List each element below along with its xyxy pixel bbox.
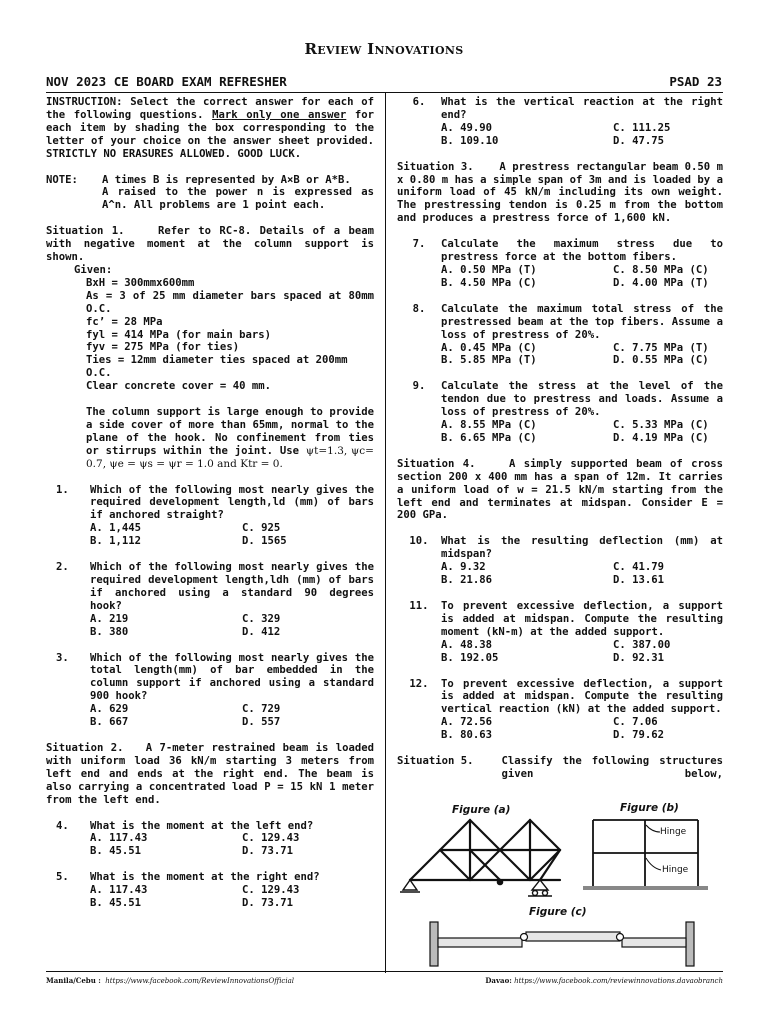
exam-code: PSAD 23 (669, 74, 722, 89)
choice[interactable]: C. 41.79 (613, 561, 665, 574)
question-text: Calculate the maximum stress due to prestress force at the bottom fibers. (441, 238, 723, 264)
given-item: BxH = 300mmx600mm (86, 276, 195, 289)
choice[interactable]: A. 629 (90, 703, 129, 716)
choice[interactable]: A. 117.43 (90, 832, 148, 845)
choice[interactable]: B. 45.51 (90, 845, 142, 858)
question-text: Which of the following most nearly gives the total length(mm) of bar embedded in the column support if anchored using a standard 900 hook? (90, 651, 374, 703)
question-2: 2. Which of the following most nearly gives the required development length,ldh (mm) of bars if anchored using a standard 90 degrees hook? A. 219 C. 329 B. 380 D. 412 (56, 561, 374, 638)
question-text: Calculate the stress at the level of the tendon due to prestress and loads. Assume a loss of prestress of 20%. (441, 380, 723, 419)
given-item: As = 3 of 25 mm diameter bars spaced at 80mm O.C. (86, 289, 374, 315)
situation-1-text: Situation 1. Refer to RC-8. Details of a beam with negative moment at the column support is shown. (46, 225, 374, 264)
choice[interactable]: B. 109.10 (441, 134, 499, 147)
note-label: NOTE: (46, 173, 78, 186)
choices (441, 122, 723, 148)
footer-right: Davao: https://www.facebook.com/reviewinnovations.davaobranch (485, 976, 723, 985)
choice[interactable]: C. 7.06 (613, 716, 658, 729)
frame-diagram (583, 820, 708, 888)
choice[interactable]: C. 329 (242, 612, 281, 625)
situation-5: Situation 5. Classify the following structures given below, (397, 755, 723, 780)
choices (441, 264, 723, 290)
choice[interactable]: B. 1,112 (90, 535, 142, 548)
question-text: What is the resulting deflection (mm) at midspan? (441, 535, 723, 561)
choices (90, 613, 374, 639)
question-7: 7. Calculate the maximum stress due to prestress force at the bottom fibers. A. 0.50 MPa (T) C. 8.50 MPa (C) B. 4.50 MPa (C) D. 4.00 MPa (T) (412, 238, 723, 289)
given-item: Ties = 12mm diameter ties spaced at 200mm O.C. (86, 354, 348, 380)
question-4: 4. What is the moment at the left end? A. 117.43 C. 129.43 B. 45.51 D. 73.71 (46, 820, 374, 859)
situation-2: Situation 2. A 7-meter restrained beam is loaded with uniform load 36 kN/m starting 3 meters from left end and ends at the right end. The beam is also carrying a concentrated load P = 15 kN 1 meter from the left end. (46, 741, 374, 806)
footer-left: Manila/Cebu : https://www.facebook.com/ReviewInnovationsOfficial (46, 976, 295, 985)
question-text: What is the moment at the left end? (90, 819, 314, 832)
exam-header (46, 74, 722, 89)
given-item: fyl = 414 MPa (for main bars) (86, 328, 271, 341)
figure-c-label: Figure (c) (529, 906, 587, 918)
choice[interactable]: B. 6.65 MPa (C) (441, 431, 537, 444)
choice[interactable]: A. 0.45 MPa (C) (441, 341, 537, 354)
choice[interactable]: D. 557 (242, 716, 281, 729)
given-list (46, 277, 374, 471)
question-8: 8. Calculate the maximum total stress of the prestressed beam at the top fibers. Assume a loss of prestress of 20%. A. 0.45 MPa (C) C. 7.75 MPa (T) B. 5.85 MPa (T) D. 0.55 MPa (C) (412, 302, 723, 367)
choice[interactable]: D. 79.62 (613, 729, 665, 742)
situation-1-paragraph: The column support is large enough to provide a side cover of more than 65mm, normal to the plane of the hook. No confinement from ties or stirrups within the joint. Use ψt=1.3, ψc= 0.7, ψe = ψs = ψr = 1.0 and Ktr = 0. (86, 406, 374, 470)
pin-support-icon (400, 879, 552, 896)
choice[interactable]: D. 4.19 MPa (C) (613, 431, 709, 444)
choice[interactable]: A. 8.55 MPa (C) (441, 419, 537, 432)
footer-rule (46, 971, 723, 972)
structures-figures (398, 798, 724, 970)
instruction-emphasis: Mark only one answer (212, 108, 347, 121)
choice[interactable]: B. 192.05 (441, 651, 499, 664)
note-line: A raised to the power n is expressed as A^n. All problems are 1 point each. (102, 186, 374, 212)
choice[interactable]: C. 129.43 (242, 884, 300, 897)
choice[interactable]: B. 80.63 (441, 729, 493, 742)
question-6: 6. What is the vertical reaction at the right end? A. 49.90 C. 111.25 B. 109.10 D. 47.75 (412, 96, 723, 147)
question-text: Which of the following most nearly gives the required development length,ldh (mm) of bars if anchored using a standard 90 degrees hook? (90, 561, 374, 612)
choice[interactable]: C. 729 (242, 703, 281, 716)
choice[interactable]: D. 1565 (242, 535, 287, 548)
choice[interactable]: D. 73.71 (242, 845, 294, 858)
choice[interactable]: B. 380 (90, 625, 129, 638)
column-divider (385, 93, 386, 973)
figure-a-label: Figure (a) (452, 804, 511, 816)
choice[interactable]: C. 7.75 MPa (T) (613, 341, 709, 354)
choices (90, 884, 374, 910)
choices (441, 639, 723, 665)
choices (441, 342, 723, 368)
choice[interactable]: B. 21.86 (441, 574, 493, 587)
choice[interactable]: C. 387.00 (613, 638, 671, 651)
choice[interactable]: B. 5.85 MPa (T) (441, 354, 537, 367)
choice[interactable]: A. 1,445 (90, 522, 142, 535)
situation-1 (46, 225, 374, 470)
question-1: 1. Which of the following most nearly gives the required development length,ld (mm) of bars if anchored straight? A. 1,445 C. 925 B. 1,112 D. 1565 (56, 483, 374, 548)
question-text: Which of the following most nearly gives the required development length,ld (mm) of bars if anchored straight? (90, 483, 374, 522)
note-line: A times B is represented by A×B or A*B. (102, 173, 351, 186)
choice[interactable]: A. 9.32 (441, 561, 486, 574)
choice[interactable]: C. 5.33 MPa (C) (613, 419, 709, 432)
situation-4: Situation 4. A simply supported beam of cross section 200 x 400 mm has a span of 12m. It carries a uniform load of w = 21.5 kN/m starting from the left end and terminates at midspan. Consider E = 200 GPa. (397, 457, 723, 522)
choice[interactable]: C. 111.25 (613, 121, 671, 134)
choice[interactable]: B. 4.50 MPa (C) (441, 276, 537, 289)
facebook-link-davao[interactable]: https://www.facebook.com/reviewinnovations.davaobranch (514, 977, 723, 985)
choice[interactable]: C. 925 (242, 522, 281, 535)
choice[interactable]: A. 117.43 (90, 884, 148, 897)
choice[interactable]: D. 73.71 (242, 897, 294, 910)
question-10: 10. What is the resulting deflection (mm) at midspan? A. 9.32 C. 41.79 B. 21.86 D. 13.61 (409, 535, 723, 587)
given-item: fyv = 275 MPa (for ties) (86, 341, 240, 354)
choice[interactable]: C. 8.50 MPa (C) (613, 263, 709, 276)
hinge-label-upper: Hinge (660, 827, 687, 837)
question-3: 3. Which of the following most nearly gives the total length(mm) of bar embedded in the column support if anchored using a standard 900 hook? A. 629 C. 729 B. 667 D. 557 (56, 651, 374, 729)
right-column (397, 96, 723, 781)
choice[interactable]: B. 667 (90, 716, 129, 729)
truss-diagram (410, 820, 560, 880)
beam-diagram (430, 922, 694, 966)
choice[interactable]: D. 4.00 MPa (T) (613, 276, 709, 289)
choices (441, 716, 723, 742)
question-9: 9. Calculate the stress at the level of the tendon due to prestress and loads. Assume a loss of prestress of 20%. A. 8.55 MPa (C) C. 5.33 MPa (C) B. 6.65 MPa (C) D. 4.19 MPa (C) (412, 380, 723, 444)
footer (46, 976, 723, 985)
given-item: fc’ = 28 MPa (86, 315, 163, 328)
figures-svg (398, 798, 724, 970)
choice[interactable]: D. 47.75 (613, 134, 665, 147)
choices (441, 419, 723, 445)
figure-b-label: Figure (b) (620, 802, 679, 814)
given-item: Clear concrete cover = 40 mm. (86, 380, 271, 393)
choice[interactable]: A. 48.38 (441, 638, 493, 651)
situation-3: Situation 3. A prestress rectangular beam 0.50 m x 0.80 m has a simple span of 3m and is loaded by a uniform load of 45 kN/m including its own weight. The prestressing tendon is 0.25 m from the bottom and produces a prestress force of 1,600 kN. (397, 160, 723, 225)
question-text: What is the moment at the right end? (90, 871, 320, 884)
facebook-link-manila[interactable]: https://www.facebook.com/ReviewInnovationsOfficial (105, 977, 295, 985)
choice[interactable]: C. 129.43 (242, 832, 300, 845)
choice[interactable]: B. 45.51 (90, 897, 142, 910)
question-5: 5. What is the moment at the right end? A. 117.43 C. 129.43 B. 45.51 D. 73.71 (46, 871, 374, 910)
modification-factors: ψt=1.3, ψc= 0.7, ψe = ψs = ψr = 1.0 and Ktr = 0. (86, 444, 374, 470)
choice[interactable]: A. 219 (90, 612, 129, 625)
choice[interactable]: A. 72.56 (441, 716, 493, 729)
question-11: 11. To prevent excessive deflection, a support is added at midspan. Compute the resulting moment (kN-m) at the added support. A. 48.38 C. 387.00 B. 192.05 D. 92.31 (409, 600, 723, 664)
question-text: What is the vertical reaction at the right end? (441, 96, 723, 121)
choice[interactable]: A. 0.50 MPa (T) (441, 263, 537, 276)
choices (90, 832, 374, 858)
choice[interactable]: A. 49.90 (441, 121, 493, 134)
question-12: 12. To prevent excessive deflection, a support is added at midspan. Compute the resulting vertical reaction (kN) at the added support. A. 72.56 C. 7.06 B. 80.63 D. 79.62 (409, 677, 723, 742)
choices (90, 703, 374, 729)
choices (90, 522, 374, 548)
exam-title: NOV 2023 CE BOARD EXAM REFRESHER (46, 74, 287, 89)
question-text: To prevent excessive deflection, a support is added at midspan. Compute the resulting vertical reaction (kN) at the added support. (441, 677, 723, 716)
brand-title: Review Innovations (304, 40, 464, 58)
note (46, 174, 374, 213)
choice[interactable]: D. 92.31 (613, 651, 665, 664)
left-column (46, 96, 374, 910)
question-text: To prevent excessive deflection, a support is added at midspan. Compute the resulting moment (kN-m) at the added support. (441, 600, 723, 638)
question-text: Calculate the maximum total stress of the prestressed beam at the top fibers. Assume a loss of prestress of 20%. (441, 302, 723, 341)
choice[interactable]: D. 0.55 MPa (C) (613, 354, 709, 367)
choices (441, 561, 723, 587)
given-label: Given: (74, 263, 113, 276)
instruction: INSTRUCTION: Select the correct answer for each of the following questions. Mark only one answer for each item by shading the box corresponding to the letter of your choice on the answer sheet provided. STRICTLY NO ERASURES ALLOWED. GOOD LUCK. (46, 96, 375, 160)
choice[interactable]: D. 13.61 (613, 574, 665, 587)
hinge-label-lower: Hinge (662, 865, 689, 875)
choice[interactable]: D. 412 (242, 625, 281, 638)
